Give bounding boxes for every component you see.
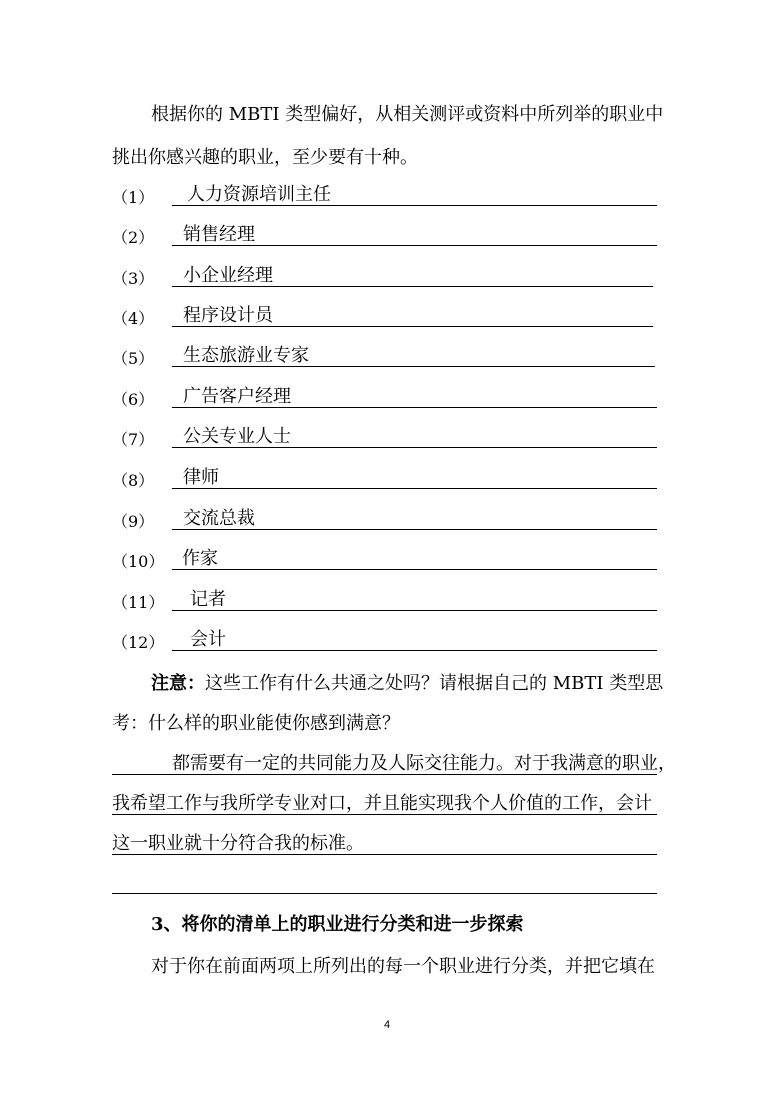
job-title: 公关专业人士 [183,426,291,447]
section-heading: 3、将你的清单上的职业进行分类和进一步探索 [151,914,524,935]
answer-underline [112,854,657,855]
job-title: 作家 [182,548,218,569]
job-number: （10） [112,552,165,571]
job-number: （12） [112,633,165,652]
job-number: （2） [112,228,155,247]
section-text: 对于你在前面两项上所列出的每一个职业进行分类，并把它填在 [151,956,655,977]
job-number: （7） [112,430,155,449]
underline [172,326,653,327]
job-number: （3） [112,269,155,288]
underline [172,286,653,287]
page-number: 4 [383,1019,391,1031]
underline [172,205,657,206]
answer-line-1: 都需要有一定的共同能力及人际交往能力。对于我满意的职业， [172,753,676,774]
job-title: 生态旅游业专家 [183,345,309,366]
job-title: 会计 [190,629,226,650]
underline [172,488,657,489]
answer-underline [112,893,657,894]
job-title: 广告客户经理 [183,386,291,407]
job-number: （11） [112,593,165,612]
intro-line-1: 根据你的 MBTI 类型偏好，从相关测评或资料中所列举的职业中 [151,104,664,125]
job-title: 人力资源培训主任 [187,184,331,205]
note-line-1 [151,672,663,696]
job-title: 小企业经理 [183,265,273,286]
note-label: 注意： [151,673,205,694]
job-title: 律师 [183,467,219,488]
answer-line-3: 这一职业就十分符合我的标准。 [112,833,364,854]
job-title: 记者 [190,589,226,610]
job-title: 交流总裁 [183,508,255,529]
underline [172,529,657,530]
underline [172,610,657,611]
underline [172,650,657,651]
underline [172,245,657,246]
underline [172,366,655,367]
note-text: 这些工作有什么共通之处吗？请根据自己的 MBTI 类型思 [205,673,664,694]
answer-underline [112,774,657,775]
job-number: （4） [112,309,155,328]
answer-underline [112,814,657,815]
note-line-2: 考：什么样的职业能使你感到满意？ [112,713,400,734]
job-number: （6） [112,390,155,409]
intro-line-2: 挑出你感兴趣的职业，至少要有十种。 [112,147,418,168]
job-number: （1） [112,188,155,207]
job-number: （8） [112,471,155,490]
job-number: （5） [112,349,155,368]
job-title: 销售经理 [183,224,255,245]
underline [172,407,657,408]
job-title: 程序设计员 [183,305,273,326]
answer-line-2: 我希望工作与我所学专业对口，并且能实现我个人价值的工作，会计 [112,793,652,814]
underline [172,447,657,448]
job-number: （9） [112,512,155,531]
underline [172,569,657,570]
